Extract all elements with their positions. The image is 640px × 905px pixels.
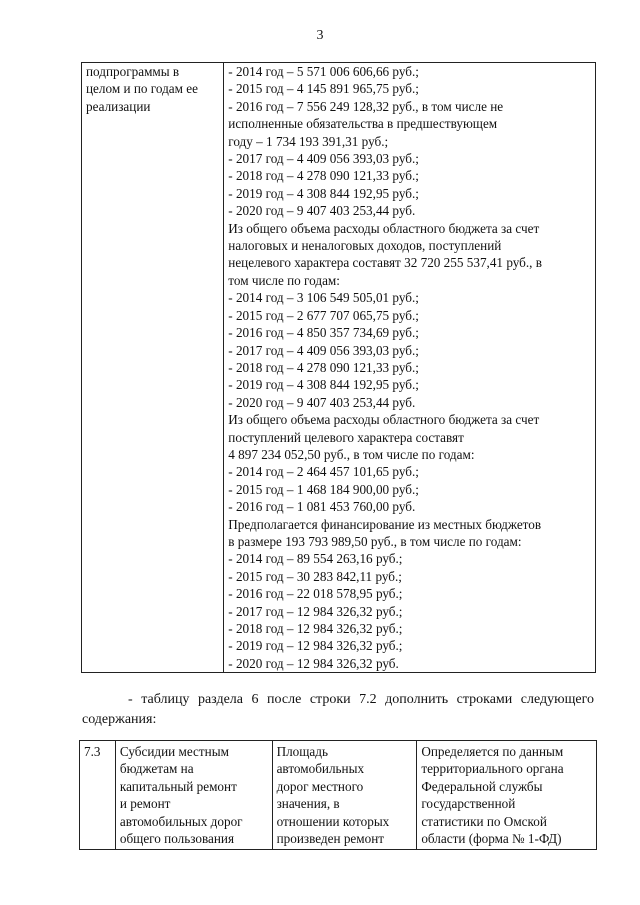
text-line: 4 897 234 052,50 руб., в том числе по годам: — [228, 446, 475, 462]
text-line: - 2015 год – 1 468 184 900,00 руб.; — [228, 481, 419, 497]
text-line: - 2015 год – 30 283 842,11 руб.; — [228, 568, 402, 584]
text-line: автомобильных — [276, 761, 365, 777]
text-line: в размере 193 793 989,50 руб., в том числе по годам: — [228, 533, 522, 549]
text-line: дорог местного — [276, 778, 364, 794]
text-line: - 2020 год – 9 407 403 253,44 руб. — [228, 394, 416, 410]
text-line: Площадь — [276, 744, 329, 759]
text-line: Федеральной службы — [421, 778, 543, 794]
indicator-cell — [272, 741, 417, 850]
text-line: общего пользования — [119, 831, 235, 847]
text-line: - 2014 год – 5 571 006 606,66 руб.; — [228, 64, 419, 79]
text-line: Из общего объема расходы областного бюджета за счет — [228, 412, 540, 428]
text-line: - 2019 год – 4 308 844 192,95 руб.; — [228, 185, 419, 201]
text-line: области (форма № 1-ФД) — [421, 831, 562, 847]
text-line: территориального органа — [421, 761, 564, 777]
text-line: - 2018 год – 4 278 090 121,33 руб.; — [228, 168, 419, 184]
text-line: произведен ремонт — [276, 831, 385, 847]
text-line: и ремонт — [119, 796, 171, 812]
text-line: - 2019 год – 4 308 844 192,95 руб.; — [228, 377, 419, 393]
text-line: Определяется по данным — [421, 744, 564, 759]
text-line: - 2016 год – 7 556 249 128,32 руб., в том числе не — [228, 98, 504, 114]
paragraph-line: - таблицу раздела 6 после строки 7.2 дополнить строками следующего — [128, 692, 594, 707]
table-cell-amounts — [224, 63, 596, 673]
text-line: году – 1 734 193 391,31 руб.; — [228, 133, 389, 149]
paragraph-line: содержания: — [82, 712, 157, 727]
text-line: бюджетам на — [119, 761, 194, 777]
text-line: реализации — [86, 98, 151, 114]
text-line: Субсидии местным — [119, 744, 229, 759]
text-line: значения, в — [276, 796, 340, 812]
table-cell-label — [82, 63, 224, 673]
text-line: целом и по годам ее — [86, 81, 198, 97]
text-line: Из общего объема расходы областного бюджета за счет — [228, 220, 540, 236]
text-line: том числе по годам: — [228, 272, 340, 288]
page-number: 3 — [316, 28, 324, 43]
table-row — [82, 63, 596, 673]
text-line: подпрограммы в — [86, 64, 180, 79]
text-line: - 2017 год – 12 984 326,32 руб.; — [228, 603, 403, 619]
text-line: нецелевого характера составят 32 720 255 537,41 руб., в — [228, 255, 542, 271]
text-line: - 2018 год – 4 278 090 121,33 руб.; — [228, 359, 419, 375]
text-line: - 2014 год – 2 464 457 101,65 руб.; — [228, 464, 419, 480]
subsidy-name-cell — [115, 741, 272, 850]
row-number: 7.3 — [84, 744, 101, 759]
text-line: поступлений целевого характера составят — [228, 429, 464, 445]
budget-table — [81, 62, 596, 673]
text-line: Предполагается финансирование из местных бюджетов — [228, 516, 542, 532]
text-line: - 2016 год – 4 850 357 734,69 руб.; — [228, 325, 419, 341]
text-line: - 2015 год – 2 677 707 065,75 руб.; — [228, 307, 419, 323]
text-line: - 2017 год – 4 409 056 393,03 руб.; — [228, 151, 419, 167]
text-line: отношении которых — [276, 813, 390, 829]
text-line: - 2014 год – 89 554 263,16 руб.; — [228, 551, 403, 567]
text-line: - 2014 год – 3 106 549 505,01 руб.; — [228, 290, 419, 306]
text-line: - 2017 год – 4 409 056 393,03 руб.; — [228, 342, 419, 358]
data-source-cell — [417, 741, 597, 850]
text-line: - 2018 год – 12 984 326,32 руб.; — [228, 621, 403, 636]
text-line: - 2020 год – 9 407 403 253,44 руб. — [228, 203, 416, 219]
text-line: - 2019 год – 12 984 326,32 руб.; — [228, 638, 403, 654]
indicator-table — [79, 740, 597, 850]
text-line: исполненные обязательства в предшествующем — [228, 116, 498, 132]
text-line: - 2015 год – 4 145 891 965,75 руб.; — [228, 81, 419, 97]
text-line: - 2016 год – 1 081 453 760,00 руб. — [228, 499, 416, 515]
text-line: капитальный ремонт — [119, 778, 237, 794]
text-line: статистики по Омской — [421, 813, 547, 829]
text-line: автомобильных дорог — [119, 813, 243, 829]
text-line: - 2020 год – 12 984 326,32 руб. — [228, 655, 399, 671]
text-line: государственной — [421, 796, 516, 812]
text-line: - 2016 год – 22 018 578,95 руб.; — [228, 586, 403, 602]
text-line: налоговых и неналоговых доходов, поступлений — [228, 238, 502, 254]
row-number-cell — [80, 741, 116, 850]
instruction-paragraph — [82, 690, 594, 730]
table-row — [80, 741, 597, 850]
